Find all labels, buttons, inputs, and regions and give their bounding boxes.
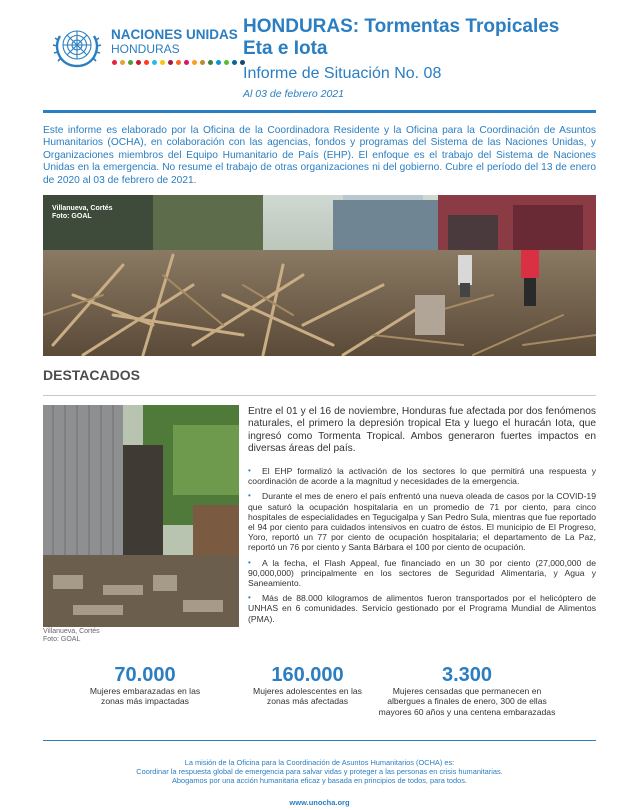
report-subtitle: Informe de Situación No. 08 <box>243 65 442 82</box>
highlights-bullet-list <box>248 466 596 629</box>
list-item <box>248 466 596 486</box>
org-country: HONDURAS <box>111 42 180 56</box>
mission-line: Abogamos por una acción humanitaria eficaz y basada en principios de todos, para todos. <box>172 776 467 785</box>
main-photo-caption <box>52 205 113 221</box>
sdg-dot <box>184 60 189 65</box>
stat-label-line: albergues a finales de enero, 300 de ellas <box>387 696 547 707</box>
sdg-dot <box>232 60 237 65</box>
side-photo-caption-location: Villanueva, Cortés <box>43 628 100 635</box>
stat-pregnant-women <box>60 664 230 707</box>
bullet-icon: • <box>248 557 251 567</box>
report-title-line2: Eta e Iota <box>243 38 328 59</box>
report-title-line1: HONDURAS: Tormentas Tropicales <box>243 16 560 37</box>
sdg-dot <box>160 60 165 65</box>
bullet-text: Durante el mes de enero el país enfrentó una nueva oleada de casos por la COVID-19 que saturó la ocupación hospitalaria en un promedio de 71 por ciento, para cinco hospitales de especialidades en Tegucigalpa y San Pedro Sula, mientras que fue reportado el 94 por ciento para cuidados intensivos en cuatro de éstos. El municipio de El Progreso, Yoro, reportó un 77 por ciento de ocupación hospitalaria; el departamento de La Paz, reportó un 76 por ciento y Santa Bárbara el 100 por ciento de ocupación. <box>248 491 596 553</box>
report-header <box>0 0 640 112</box>
sdg-dot <box>112 60 117 65</box>
section-divider <box>43 395 596 396</box>
sdg-color-dots <box>112 60 245 65</box>
main-photo-caption-credit: Foto: GOAL <box>52 213 92 220</box>
mission-line: Coordinar la respuesta global de emergencia para salvar vidas y proteger a las personas en crisis humanitarias. <box>136 767 503 776</box>
stat-label <box>60 686 230 707</box>
sdg-dot <box>168 60 173 65</box>
stat-label-line: Mujeres adolescentes en las <box>253 686 362 696</box>
stat-label-line: zonas más impactadas <box>101 696 189 707</box>
intro-paragraph: Este informe es elaborado por la Oficina de la Coordinadora Residente y la Oficina para la Coordinación de Asuntos Humanitarios (OCHA), en colaboración con las agencias, fondos y programas del Sistema de las Naciones Unidas, y Organizaciones miembros del Equipo Humanitario de País (EHP). El enfoque es el trabajo del Sistema de Naciones Unidas en la emergencia. No resume el trabajo de otras organizaciones ni del gobierno. Cubre el período del 13 de enero de 2020 al 03 de febrero de 2021. <box>43 125 596 186</box>
sdg-dot <box>192 60 197 65</box>
bullet-icon: • <box>248 593 251 603</box>
sdg-dot <box>128 60 133 65</box>
stat-label-line: Mujeres embarazadas en las <box>89 686 201 696</box>
report-date: Al 03 de febrero 2021 <box>243 88 344 100</box>
stat-value: 160.000 <box>271 664 344 686</box>
list-item <box>248 593 596 624</box>
website-link[interactable]: www.unocha.org <box>289 798 350 807</box>
stat-value: 3.300 <box>441 664 493 686</box>
stat-sheltered-women <box>372 664 562 717</box>
list-item <box>248 558 596 589</box>
sdg-dot <box>144 60 149 65</box>
stat-value: 70.000 <box>114 664 176 686</box>
section-title-highlights: DESTACADOS <box>43 367 140 383</box>
header-divider <box>43 110 596 113</box>
sdg-dot <box>136 60 141 65</box>
sdg-dot <box>224 60 229 65</box>
ocha-mission-statement <box>43 758 596 785</box>
highlights-lead-paragraph: Entre el 01 y el 16 de noviembre, Honduras fue afectada por dos fenómenos naturales, el primero la depresión tropical Eta y luego el huracán Iota, que ingresó como Tormenta Tropical. Ambos generaron fuertes impactos en diversas áreas del país. <box>248 406 596 454</box>
side-photo-caption <box>43 628 100 644</box>
mission-line: La misión de la Oficina para la Coordinación de Asuntos Humanitarios (OCHA) es: <box>184 758 455 767</box>
bullet-icon: • <box>248 466 251 475</box>
sdg-dot <box>200 60 205 65</box>
sdg-dot <box>208 60 213 65</box>
bullet-text: El EHP formalizó la activación de los sectores lo que permitirá una respuesta y coordinación de acorde a la magnitud y necesidades de la emergencia. <box>248 466 596 487</box>
sdg-dot <box>176 60 181 65</box>
stat-label-line: Mujeres censadas que permanecen en <box>392 686 542 696</box>
org-name: NACIONES UNIDAS <box>111 27 238 42</box>
sdg-dot <box>152 60 157 65</box>
side-photo-caption-credit: Foto: GOAL <box>43 636 81 643</box>
flood-debris-photo <box>43 195 596 356</box>
footer-divider <box>43 740 596 741</box>
un-emblem-icon <box>48 24 106 70</box>
bullet-text: A la fecha, el Flash Appeal, fue financiado en un 30 por ciento (27,000,000 de 90,000,000) principalmente en los sectores de Seguridad Alimentaria, y Agua y Saneamiento. <box>248 557 596 589</box>
bullet-icon: • <box>248 491 251 501</box>
main-photo-caption-location: Villanueva, Cortés <box>52 205 113 212</box>
stat-label-line: zonas más afectadas <box>266 696 349 707</box>
sdg-dot <box>120 60 125 65</box>
stat-label <box>372 686 562 717</box>
stat-label-line: mayores 60 años y una centena embarazadas <box>378 706 556 717</box>
damaged-street-photo <box>43 405 239 627</box>
sdg-dot <box>216 60 221 65</box>
report-title <box>243 16 623 60</box>
list-item <box>248 491 596 552</box>
bullet-text: Más de 88.000 kilogramos de alimentos fueron transportados por el helicóptero de UNHAS en 6 comunidades. Servicio gestionado por el Programa Mundial de Alimentos (PMA). <box>248 593 596 624</box>
